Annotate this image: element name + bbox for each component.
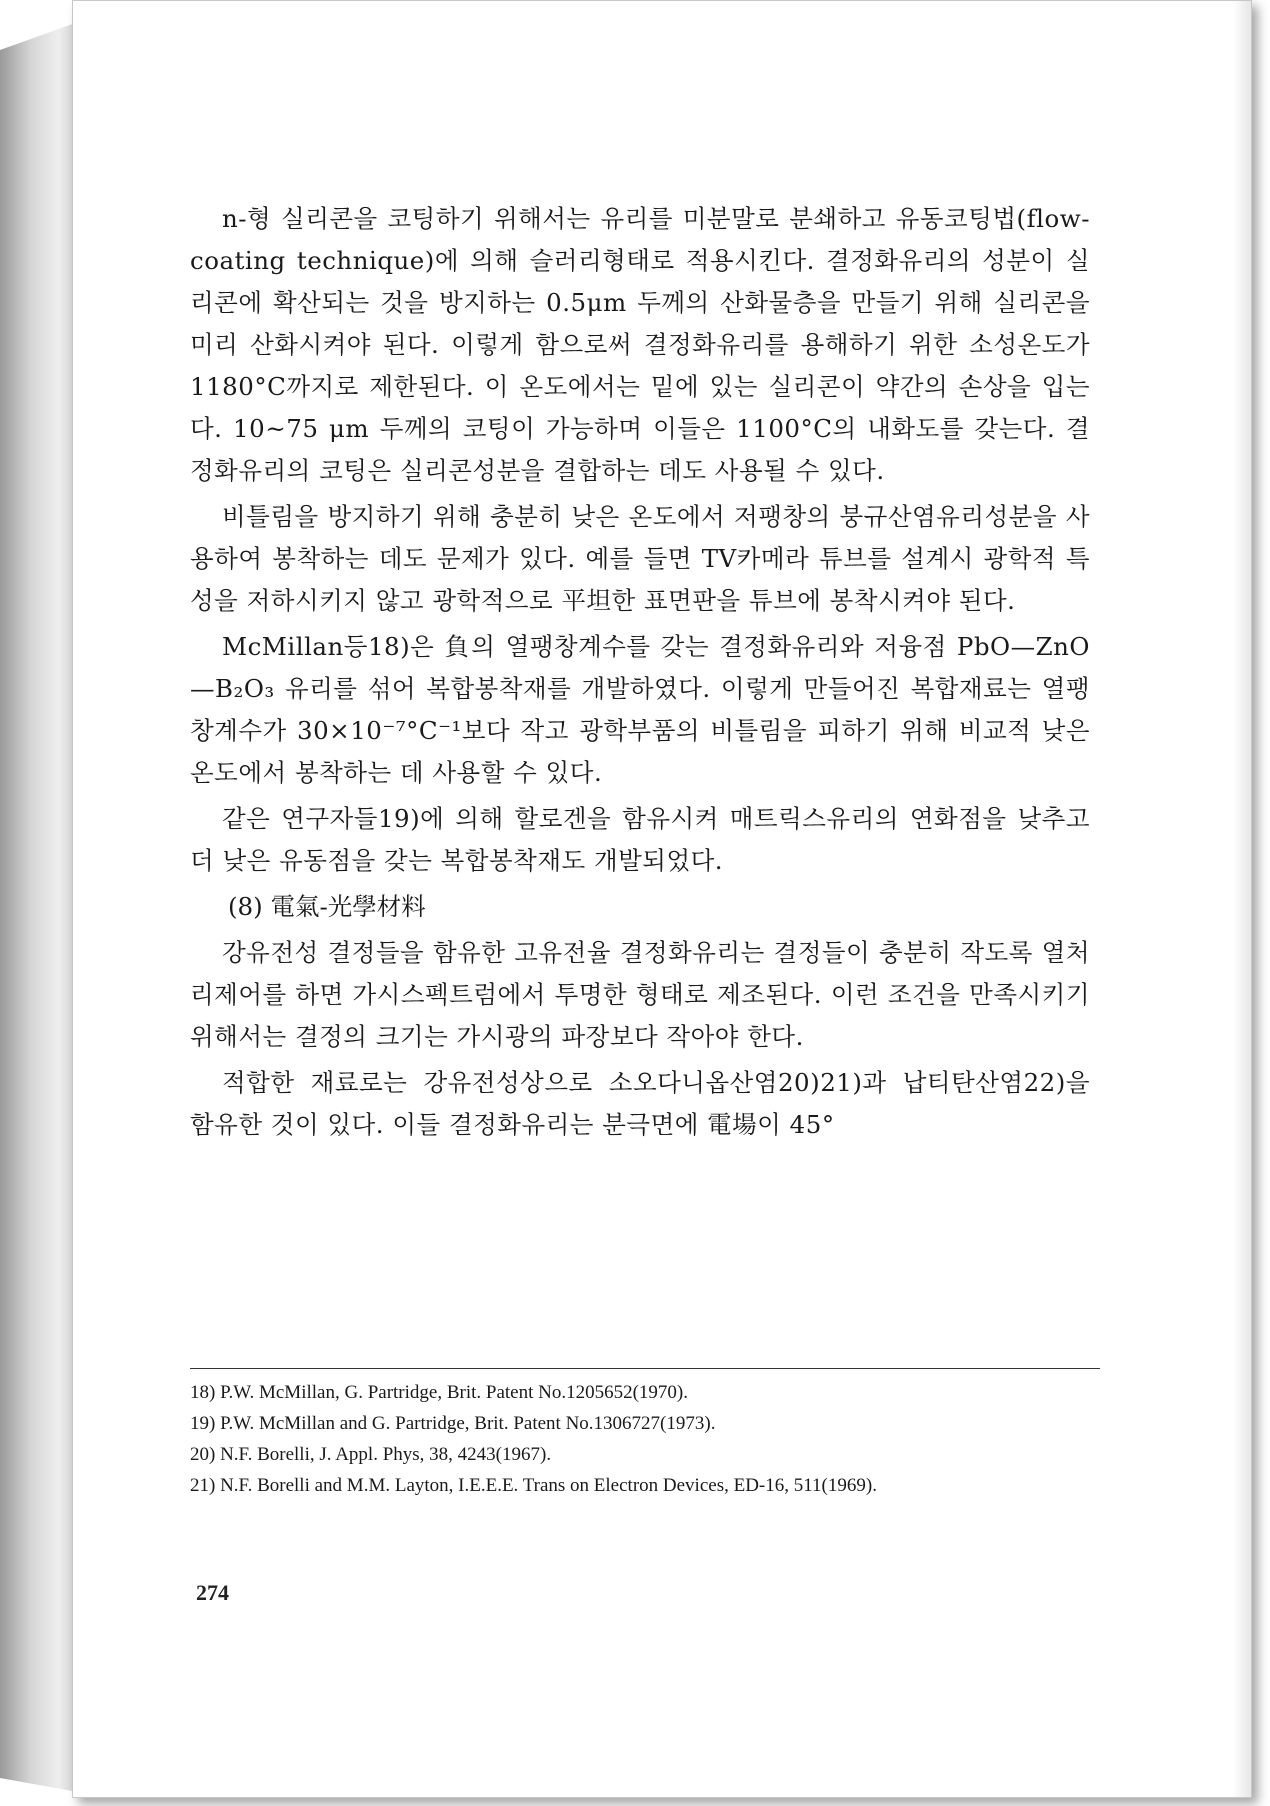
book-spine [0, 22, 78, 1792]
footnote-21: 21) N.F. Borelli and M.M. Layton, I.E.E.E. Trans on Electron Devices, ED-16, 511(1969). [190, 1475, 877, 1496]
body-text [190, 198, 1090, 1150]
paragraph-5: 강유전성 결정들을 함유한 고유전율 결정화유리는 결정들이 충분히 작도록 열처리제어를 하면 가시스펙트럼에서 투명한 형태로 제조된다. 이런 조건을 만족시키기 위해서는 결정의 크기는 가시광의 파장보다 작아야 한다. [190, 938, 1090, 1051]
paragraph-2: 비틀림을 방지하기 위해 충분히 낮은 온도에서 저팽창의 붕규산염유리성분을 사용하여 봉착하는 데도 문제가 있다. 예를 들면 TV카메라 튜브를 설계시 광학적 특성을 저하시키지 않고 광학적으로 平坦한 표면판을 튜브에 봉착시켜야 된다. [190, 502, 1090, 615]
footnotes [190, 1368, 1100, 1501]
paragraph-4: 같은 연구자들19)에 의해 할로겐을 함유시켜 매트릭스유리의 연화점을 낮추고 더 낮은 유동점을 갖는 복합봉착재도 개발되었다. [190, 804, 1090, 875]
paragraph-3: McMillan등18)은 負의 열팽창계수를 갖는 결정화유리와 저융점 PbO—ZnO—B₂O₃ 유리를 섞어 복합봉착재를 개발하였다. 이렇게 만들어진 복합재료는 열팽창계수가 30×10⁻⁷°C⁻¹보다 작고 광학부품의 비틀림을 피하기 위해 비교적 낮은 온도에서 봉착하는 데 사용할 수 있다. [190, 632, 1090, 787]
footnote-20: 20) N.F. Borelli, J. Appl. Phys, 38, 4243(1967). [190, 1444, 552, 1465]
page-number: 274 [196, 1580, 229, 1605]
footnote-19: 19) P.W. McMillan and G. Partridge, Brit. Patent No.1306727(1973). [190, 1413, 716, 1434]
footnote-18: 18) P.W. McMillan, G. Partridge, Brit. Patent No.1205652(1970). [190, 1382, 689, 1403]
page-edge [1233, 1, 1251, 1797]
section-heading: (8) 電氣-光學材料 [228, 892, 426, 921]
paragraph-6: 적합한 재료로는 강유전성상으로 소오다니옵산염20)21)과 납티탄산염22)을 함유한 것이 있다. 이들 결정화유리는 분극면에 電場이 45° [190, 1068, 1090, 1139]
paragraph-1: n-형 실리콘을 코팅하기 위해서는 유리를 미분말로 분쇄하고 유동코팅법(flow-coating technique)에 의해 슬러리형태로 적용시킨다. 결정화유리의 성분이 실리콘에 확산되는 것을 방지하는 0.5μm 두께의 산화물층을 만들기 위해 실리콘을 미리 산화시켜야 된다. 이렇게 함으로써 결정화유리를 용해하기 위한 소성온도가 1180°C까지로 제한된다. 이 온도에서는 밑에 있는 실리콘이 약간의 손상을 입는다. 10~75 μm 두께의 코팅이 가능하며 이들은 1100°C의 내화도를 갖는다. 결정화유리의 코팅은 실리콘성분을 결합하는 데도 사용될 수 있다. [190, 204, 1090, 485]
